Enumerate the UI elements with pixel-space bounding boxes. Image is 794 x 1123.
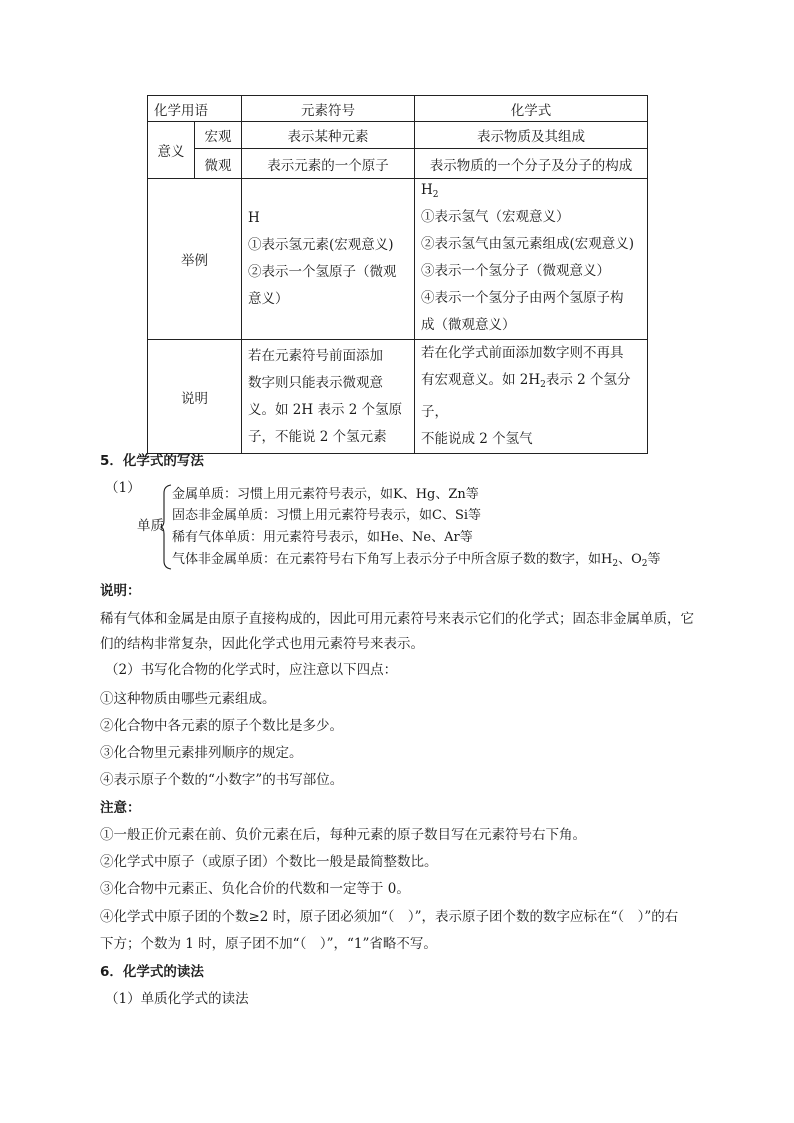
example-formula-line: ①表示氢气（宏观意义） [421, 209, 570, 225]
attention-item: ②化学式中原子（或原子团）个数比一般是最简整数比。 [100, 854, 438, 870]
table-row [148, 122, 648, 149]
header-formula: 化学式 [510, 102, 552, 119]
example-formula-line: ②表示氢气由氢元素组成(宏观意义) [421, 236, 635, 252]
example-symbol-cell [242, 179, 415, 340]
macro-formula-cell [415, 122, 648, 149]
attention-item: ①一般正价元素在前、负价元素在后，每种元素的原子数目写在元素符号右下角。 [100, 827, 586, 843]
example-symbol-line: 意义） [248, 291, 289, 307]
header-term-cell [148, 96, 242, 122]
brace-item-noble-gas: 稀有气体单质：用元素符号表示，如He、Ne、Ar等 [172, 530, 473, 545]
point-item: ①这种物质由哪些元素组成。 [100, 691, 276, 707]
example-symbol-line: H [248, 210, 260, 226]
table-row [148, 149, 648, 179]
macro-label: 宏观 [204, 129, 232, 145]
table-row [148, 179, 648, 340]
point-item: ②化合物中各元素的原子个数比是多少。 [100, 718, 343, 734]
section6-heading: 6．化学式的读法 [100, 964, 204, 980]
brace-label: 单质 [137, 518, 164, 534]
left-brace-icon [160, 484, 172, 570]
note-heading: 说明： [100, 583, 141, 599]
header-symbol: 元素符号 [301, 102, 355, 119]
attention-item: 下方；个数为 1 时，原子团不加“（ ）”，“1”省略不写。 [100, 936, 437, 952]
example-label: 举例 [181, 253, 208, 269]
attention-heading: 注意： [100, 800, 141, 816]
meaning-label: 意义 [157, 144, 185, 160]
micro-formula: 表示物质的一个分子及分子的构成 [429, 157, 633, 174]
brace-item-solid-nonmetal: 固态非金属单质：习惯上用元素符号表示，如C、Si等 [172, 508, 482, 523]
macro-label-cell [195, 122, 242, 149]
point-item: ④表示原子个数的“小数字”的书写部位。 [100, 772, 344, 788]
attention-item: ④化学式中原子团的个数≥2 时，原子团必须加“（ ）”，表示原子团个数的数字应标在“（ ）”的右 [100, 909, 679, 925]
part2-heading: （2）书写化合物的化学式时，应注意以下四点： [105, 662, 398, 678]
note-label: 说明 [181, 390, 208, 407]
micro-symbol-cell [242, 149, 415, 179]
chemistry-terms-table [147, 95, 648, 454]
brace-item-gas-nonmetal: 气体非金属单质：在元素符号右下角写上表示分子中所含原子数的数字，如$H_2$、$O_2$等 [172, 552, 661, 569]
example-formula-line: 成（微观意义） [421, 317, 516, 333]
note-formula-line: 若在化学式前面添加数字则不再具 [421, 345, 624, 361]
example-formula-cell [415, 179, 648, 340]
micro-symbol: 表示元素的一个原子 [267, 157, 389, 174]
header-formula-cell [415, 96, 648, 122]
note-label-cell [148, 340, 242, 454]
section5-part1-label: （1） [105, 480, 141, 496]
meaning-label-cell [148, 122, 195, 179]
table-row [148, 340, 648, 454]
example-symbol-line: ②表示一个氢原子（微观 [248, 264, 397, 280]
note-paragraph-line: 稀有气体和金属是由原子直接构成的，因此可用元素符号来表示它们的化学式；固态非金属单质，它 [100, 611, 694, 627]
brace-item-metal: 金属单质：习惯上用元素符号表示，如K、Hg、Zn等 [172, 487, 479, 502]
macro-formula: 表示物质及其组成 [477, 129, 585, 145]
header-term: 化学用语 [154, 102, 208, 119]
example-formula-head: $H_2$ [421, 182, 439, 200]
table-row [148, 96, 648, 122]
header-symbol-cell [242, 96, 415, 122]
note-symbol-line: 数字则只能表示微观意 [248, 374, 383, 391]
note-paragraph-line: 们的结构非常复杂，因此化学式也用元素符号来表示。 [100, 636, 424, 652]
note-symbol-line: 子，不能说 2 个氢元素 [248, 428, 387, 445]
point-item: ③化合物里元素排列顺序的规定。 [100, 745, 303, 761]
note-symbol-line: 若在元素符号前面添加 [248, 347, 383, 364]
section5-heading: 5．化学式的写法 [100, 453, 204, 469]
macro-symbol: 表示某种元素 [287, 129, 369, 145]
example-symbol-line: ①表示氢元素(宏观意义) [248, 237, 394, 253]
example-label-cell [148, 179, 242, 340]
attention-item: ③化合物中元素正、负化合价的代数和一定等于 0。 [100, 881, 410, 897]
example-formula-line: ④表示一个氢分子由两个氢原子构 [421, 290, 624, 306]
micro-label-cell [195, 149, 242, 179]
example-formula-line: ③表示一个氢分子（微观意义） [421, 263, 610, 279]
macro-symbol-cell [242, 122, 415, 149]
note-formula-line: 不能说成 2 个氢气 [421, 431, 533, 447]
micro-label: 微观 [204, 157, 232, 174]
note-symbol-cell [242, 340, 415, 454]
section6-part1: （1）单质化学式的读法 [105, 991, 249, 1007]
note-formula-line: 有宏观意义。如 $2H_2$表示 2 个氢分子， [421, 372, 631, 420]
note-formula-cell [415, 340, 648, 454]
note-symbol-line: 义。如 2H 表示 2 个氢原 [248, 401, 403, 418]
micro-formula-cell [415, 149, 648, 179]
